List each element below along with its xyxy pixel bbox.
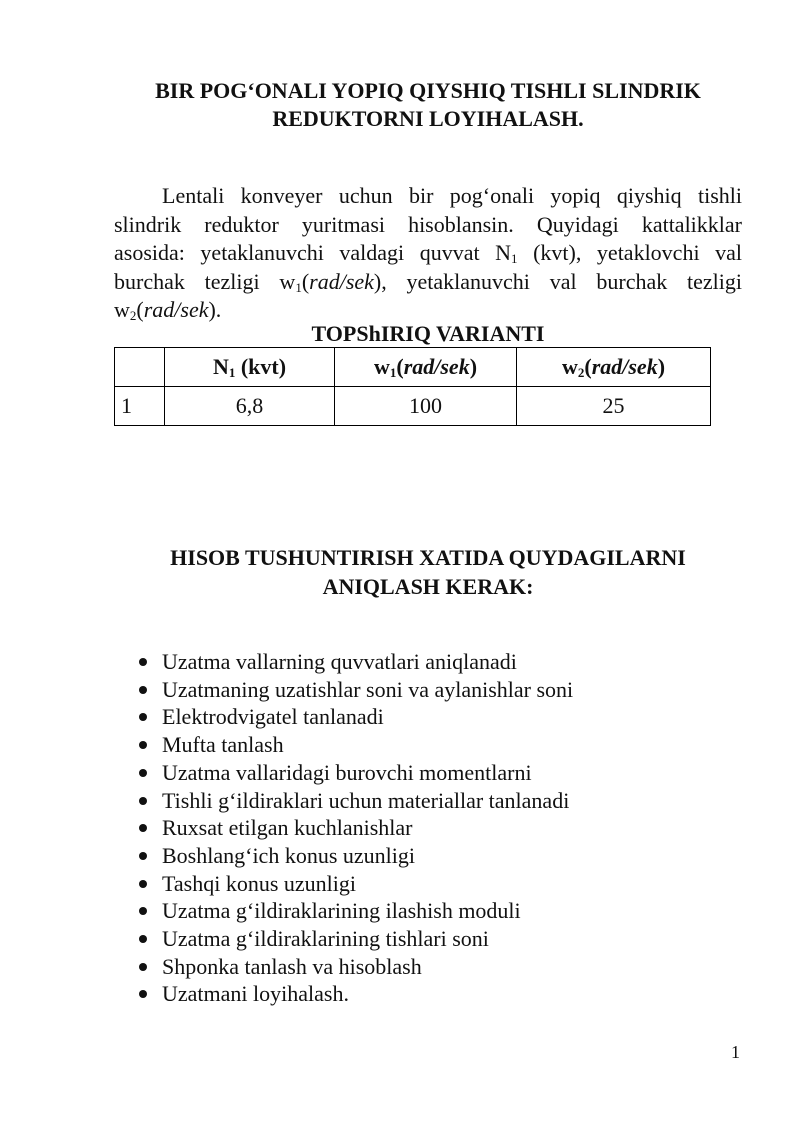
intro-paragraph	[114, 182, 742, 325]
list-item: Boshlang‘ich konus uzunligi	[136, 842, 573, 870]
header-cell-index	[115, 348, 165, 387]
intro-line-5: $w_2(rad/sek)$.	[114, 297, 222, 323]
title-line-1: BIR POG‘ONALI YOPIQ QIYSHIQ TISHLI SLINDRIK	[155, 78, 701, 103]
variant-title: TOPShIRIQ VARIANTI	[311, 321, 545, 346]
bullet-icon	[139, 963, 147, 971]
document-title	[100, 77, 756, 133]
table-cell-w2: 25	[517, 387, 711, 426]
list-item: Uzatma vallaridagi burovchi momentlarni	[136, 759, 573, 787]
list-item: Elektrodvigatel tanlanadi	[136, 703, 573, 731]
section-title-line-2: ANIQLASH KERAK:	[322, 574, 534, 599]
table-header-row	[115, 348, 711, 387]
table-row	[115, 387, 711, 426]
list-item: Shponka tanlash va hisoblash	[136, 953, 573, 981]
list-item: Uzatmaning uzatishlar soni va aylanishlar soni	[136, 676, 573, 704]
title-line-2: REDUKTORNI LOYIHALASH.	[272, 106, 584, 131]
list-item: Mufta tanlash	[136, 731, 573, 759]
list-item: Uzatma g‘ildiraklarining ilashish moduli	[136, 897, 573, 925]
bullet-icon	[139, 852, 147, 860]
task-list	[136, 648, 573, 1008]
bullet-icon	[139, 741, 147, 749]
intro-line-4: burchak tezligi $w_1(rad/sek)$, yetaklanuvchi val burchak tezligi	[114, 268, 742, 295]
header-cell-n1: $N_1$ (kvt)	[165, 348, 335, 387]
bullet-icon	[139, 769, 147, 777]
bullet-icon	[139, 824, 147, 832]
bullet-icon	[139, 907, 147, 915]
intro-line-3: asosida: yetaklanuvchi valdagi quvvat $N_1$ (kvt), yetaklovchi val	[114, 240, 743, 266]
intro-line-1: Lentali konveyer uchun bir pog‘onali yopiq qiyshiq tishli	[162, 183, 742, 208]
section-title	[100, 543, 756, 601]
list-item: Uzatma g‘ildiraklarining tishlari soni	[136, 925, 573, 953]
header-cell-w1: $w_1(rad/sek)$	[335, 348, 517, 387]
table-cell-w1: 100	[335, 387, 517, 426]
list-item: Uzatmani loyihalash.	[136, 980, 573, 1008]
bullet-icon	[139, 880, 147, 888]
list-item: Uzatma vallarning quvvatlari aniqlanadi	[136, 648, 573, 676]
header-cell-w2: $w_2(rad/sek)$	[517, 348, 711, 387]
list-item: Tashqi konus uzunligi	[136, 870, 573, 898]
bullet-icon	[139, 686, 147, 694]
table-cell-variant: 1	[115, 387, 165, 426]
list-item: Ruxsat etilgan kuchlanishlar	[136, 814, 573, 842]
page-number: 1	[731, 1042, 740, 1062]
bullet-icon	[139, 713, 147, 721]
bullet-icon	[139, 990, 147, 998]
bullet-icon	[139, 797, 147, 805]
table-cell-n1: 6,8	[165, 387, 335, 426]
variant-table	[114, 347, 711, 426]
intro-line-2: slindrik reduktor yuritmasi hisoblansin. Quyidagi kattalikklar	[114, 211, 742, 237]
list-item: Tishli g‘ildiraklari uchun materiallar tanlanadi	[136, 787, 573, 815]
section-title-line-1: HISOB TUSHUNTIRISH XATIDA QUYDAGILARNI	[170, 545, 686, 570]
bullet-icon	[139, 658, 147, 666]
bullet-icon	[139, 935, 147, 943]
